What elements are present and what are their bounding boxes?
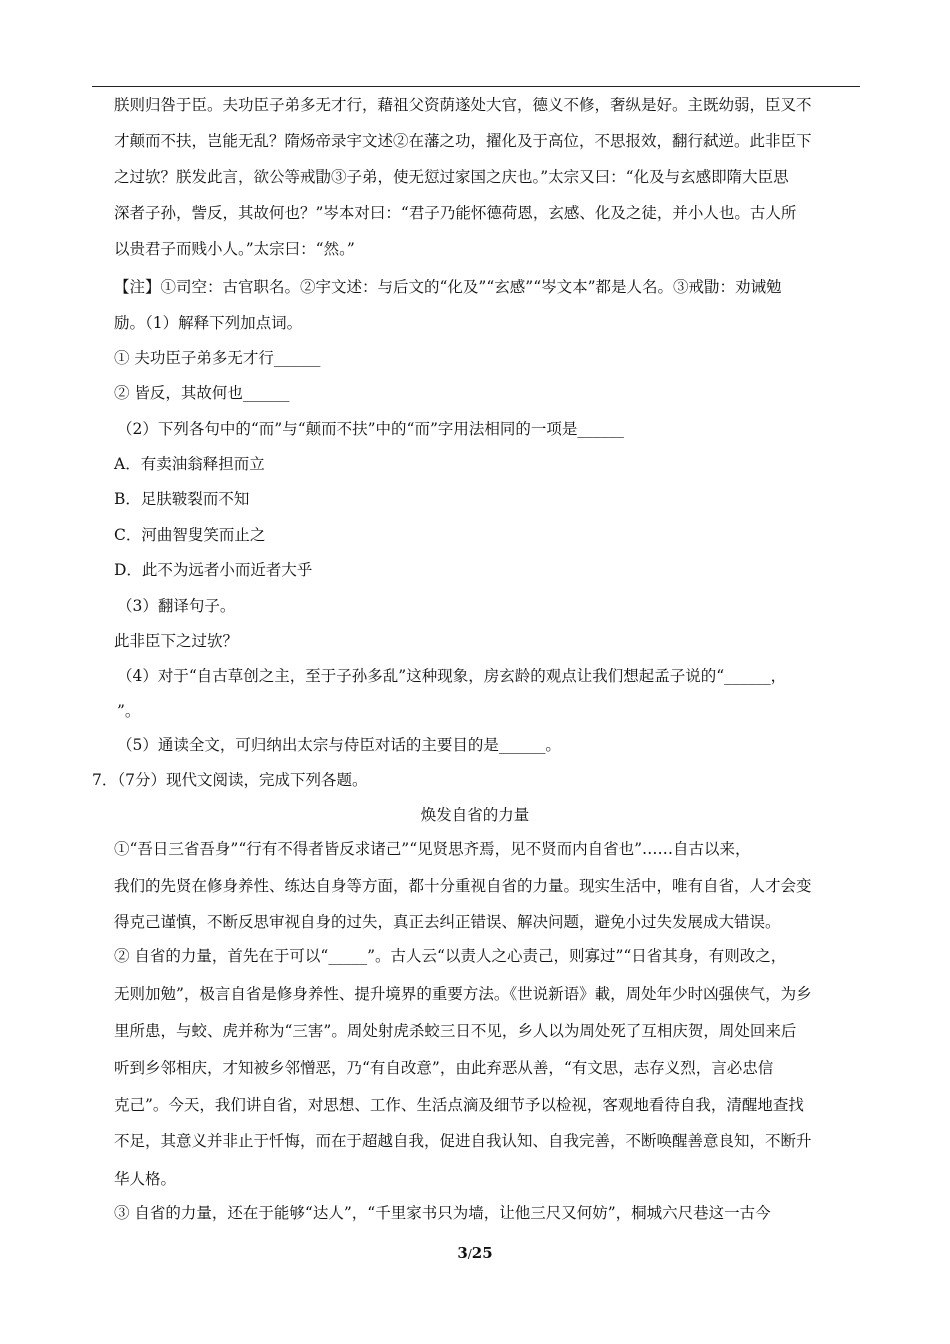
header-rule [92, 86, 860, 87]
option-b: B．足肤皲裂而不知 [114, 490, 250, 508]
question-3: （3）翻译句子。 [117, 597, 236, 615]
question-item: ① 夫功臣子弟多无才行______ [114, 349, 321, 367]
paragraph-line: 无则加勉”，极言自省是修身养性、提升境界的重要方法。《世说新语》載，周处年少时凶强侠气，为乡 [114, 985, 812, 1003]
paragraph-line: ①“吾日三省吾身”“行有不得者皆反求诸己”“见贤思齐焉，见不贤而内自省也”……自古以来， [114, 840, 751, 858]
page-current: 3 [457, 1244, 468, 1262]
option-a: A．有卖油翁释担而立 [114, 455, 265, 473]
text-line: ”。 [117, 702, 141, 720]
text-line: 才颠而不扶，岂能无乱？隋炀帝录宇文述②在藩之功，擢化及于高位，不思报效，翻行弑逆。此非臣下 [114, 132, 812, 150]
paragraph-line: 华人格。 [114, 1170, 177, 1188]
page-total: 25 [471, 1244, 493, 1262]
paragraph-line: 不足，其意义并非止于忏悔，而在于超越自我，促进自我认知、自我完善，不断唤醒善意良知，不断升 [114, 1132, 812, 1150]
paragraph-line: 得克己谨慎，不断反思审视自身的过失，真正去纠正错误、解决问题，避免小过失发展成大错误。 [114, 913, 781, 931]
option-c: C．河曲智叟笑而止之 [114, 526, 266, 544]
text-line: 深者子孙，訾反，其故何也？”岑本对曰：“君子乃能怀德荷恩，玄感、化及之徒，并小人也。古人所 [114, 204, 797, 222]
question-2: （2）下列各句中的“而”与“颠而不扶”中的“而”字用法相同的一项是______ [117, 420, 624, 438]
question-item: ② 皆反，其故何也______ [114, 384, 290, 402]
question-4: （4）对于“自古草创之主，至于子孙多乱”这种现象，房玄龄的观点让我们想起孟子说的“______， [117, 667, 787, 685]
paragraph-line: 克己”。今天，我们讲自省，对思想、工作、生活点滴及细节予以检视，客观地看待自我，清醒地查找 [114, 1096, 804, 1114]
page-separator: / [467, 1247, 472, 1261]
text-line: 励。（1）解释下列加点词。 [114, 314, 303, 332]
text-line: 之过欤？朕发此言，欲公等戒勖③子弟，使无愆过家国之庆也。”太宗又曰：“化及与玄感即隋大臣思 [114, 168, 789, 186]
text-line: 朕则归咎于臣。夫功臣子弟多无才行，藉祖父资荫遂处大官，德义不修，奢纵是好。主既幼弱，臣叉不 [114, 96, 812, 114]
paragraph-line: 里所患，与蛟、虎并称为“三害”。周处射虎杀蛟三日不见，乡人以为周处死了互相庆贺，周处回来后 [114, 1022, 797, 1040]
text-line: 此非臣下之过欤？ [114, 632, 239, 650]
text-line: 以贵君子而贱小人。”太宗曰：“然。” [114, 240, 355, 258]
page-number [0, 1244, 950, 1262]
question-7-heading: 7．（7分）现代文阅读，完成下列各题。 [92, 771, 368, 789]
annotation-note: 【注】①司空：古官职名。②宇文述：与后文的“化及”“玄感”“岑文本”都是人名。③戒勖：劝诫勉 [114, 278, 782, 296]
question-5: （5）通读全文，可归纳出太宗与侍臣对话的主要目的是______。 [117, 736, 561, 754]
article-title: 焕发自省的力量 [420, 806, 530, 824]
paragraph-line: 听到乡邻相庆，才知被乡邻憎恶，乃“有自改意”，由此弃恶从善，“有文思，志存义烈，言必忠信 [114, 1059, 774, 1077]
paragraph-line: ② 自省的力量，首先在于可以“_____”。古人云“以责人之心责己，则寡过”“日省其身，有则改之， [114, 947, 787, 965]
option-d: D．此不为远者小而近者大乎 [114, 561, 313, 579]
paragraph-line: ③ 自省的力量，还在于能够“达人”，“千里家书只为墙，让他三尺又何妨”，桐城六尺巷这一古今 [114, 1204, 771, 1222]
paragraph-line: 我们的先贤在修身养性、练达自身等方面，都十分重视自省的力量。现实生活中，唯有自省，人才会变 [114, 877, 812, 895]
